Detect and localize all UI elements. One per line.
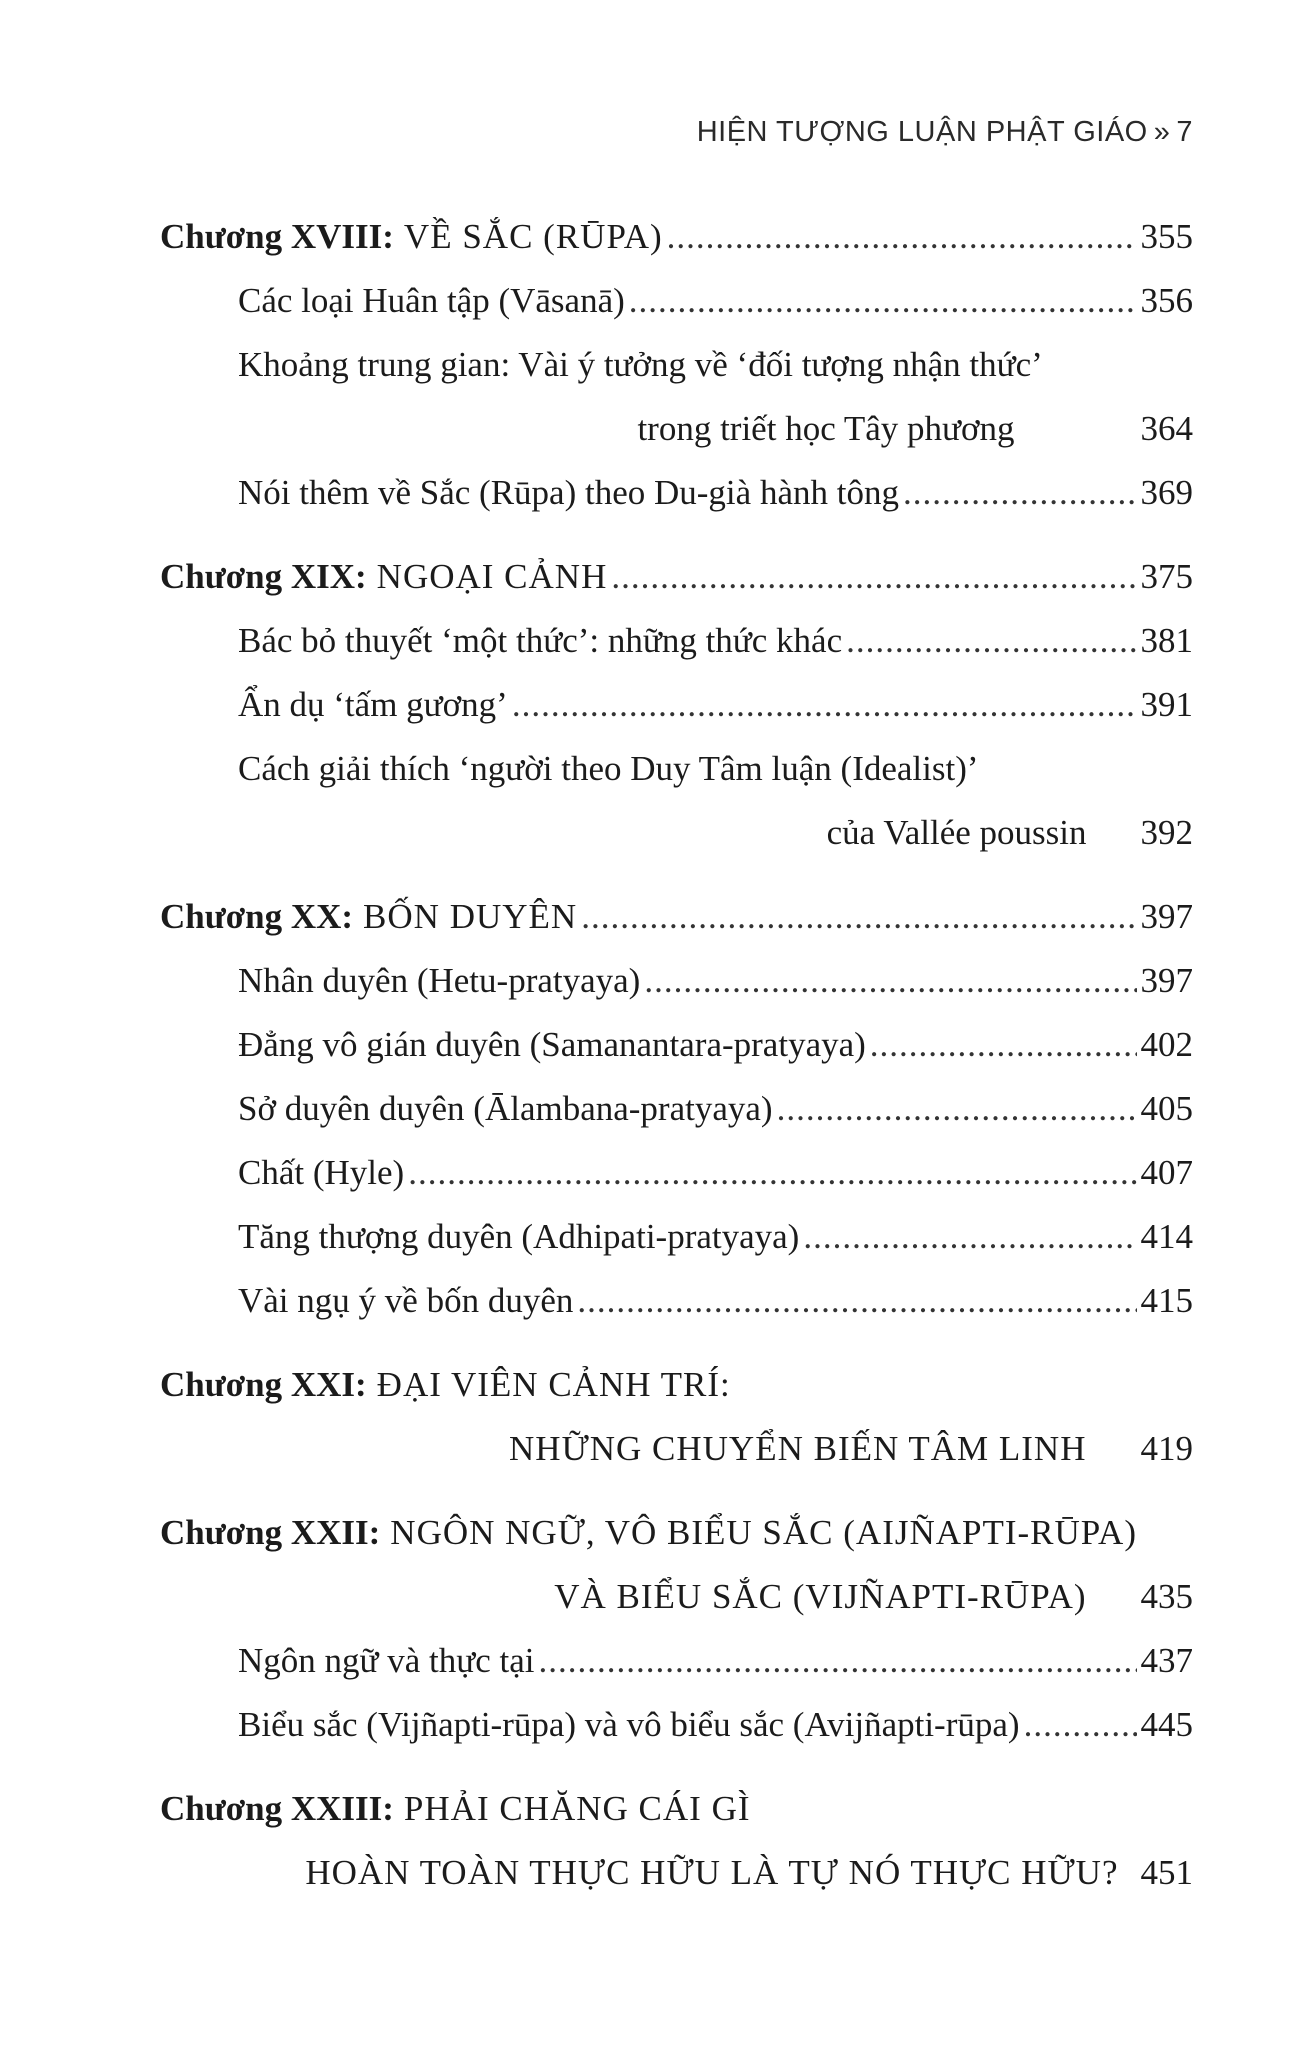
page-number: 407 bbox=[1140, 1153, 1193, 1192]
dot-leader bbox=[846, 609, 1136, 673]
chapter-title-continued: HOÀN TOÀN THỰC HỮU LÀ TỰ NÓ THỰC HỮU? bbox=[305, 1853, 1119, 1892]
header-separator: » bbox=[1153, 116, 1171, 148]
toc-section-entry[interactable] bbox=[160, 1269, 1193, 1333]
chapter-title: ĐẠI VIÊN CẢNH TRÍ: bbox=[376, 1365, 731, 1404]
page-number: 402 bbox=[1140, 1025, 1193, 1064]
dot-leader bbox=[1024, 1693, 1137, 1757]
toc-chapter-entry-line1[interactable] bbox=[160, 1501, 1193, 1565]
section-title-continued: trong triết học Tây phương bbox=[637, 409, 1015, 448]
page-number: 415 bbox=[1140, 1281, 1193, 1320]
dot-leader bbox=[512, 673, 1137, 737]
section-title: Biểu sắc (Vijñapti-rūpa) và vô biểu sắc (Avijñapti-rūpa) bbox=[238, 1705, 1020, 1744]
page-number: 364 bbox=[1140, 409, 1193, 448]
chapter-title: VỀ SẮC (RŪPA) bbox=[403, 217, 663, 256]
table-of-contents bbox=[160, 205, 1193, 1905]
section-title: Ẩn dụ ‘tấm gương’ bbox=[238, 685, 508, 724]
chapter-label: Chương XVIII: bbox=[160, 217, 394, 256]
toc-chapter-entry-line2[interactable] bbox=[160, 1841, 1193, 1905]
chapter-label: Chương XIX: bbox=[160, 557, 367, 596]
toc-chapter-entry[interactable] bbox=[160, 545, 1193, 609]
chapter-title: NGÔN NGỮ, VÔ BIỂU SẮC (AIJÑAPTI-RŪPA) bbox=[390, 1513, 1137, 1552]
header-page-number: 7 bbox=[1176, 116, 1193, 148]
toc-section-entry-line1[interactable] bbox=[160, 737, 1193, 801]
toc-chapter-entry-line1[interactable] bbox=[160, 1777, 1193, 1841]
toc-section-entry[interactable] bbox=[160, 1629, 1193, 1693]
page-number: 381 bbox=[1140, 621, 1193, 660]
dot-leader bbox=[408, 1141, 1136, 1205]
page-number: 369 bbox=[1140, 473, 1193, 512]
dot-leader bbox=[629, 269, 1137, 333]
page-number: 391 bbox=[1140, 685, 1193, 724]
running-title: HIỆN TƯỢNG LUẬN PHẬT GIÁO bbox=[696, 116, 1148, 148]
section-title: Đẳng vô gián duyên (Samanantara-pratyaya) bbox=[238, 1025, 866, 1064]
chapter-title: BỐN DUYÊN bbox=[363, 897, 578, 936]
running-header bbox=[697, 116, 1193, 149]
toc-section-entry[interactable] bbox=[160, 1205, 1193, 1269]
dot-leader bbox=[539, 1629, 1137, 1693]
dot-leader bbox=[577, 1269, 1136, 1333]
toc-section-entry-line1[interactable] bbox=[160, 333, 1193, 397]
section-title-continued: của Vallée poussin bbox=[826, 813, 1087, 852]
page-number: 435 bbox=[1140, 1577, 1193, 1616]
chapter-title: PHẢI CHĂNG CÁI GÌ bbox=[403, 1789, 751, 1828]
dot-leader bbox=[611, 545, 1136, 609]
page-number: 397 bbox=[1140, 961, 1193, 1000]
toc-section-entry[interactable] bbox=[160, 1013, 1193, 1077]
section-title: Nhân duyên (Hetu-pratyaya) bbox=[238, 961, 641, 1000]
section-title: Cách giải thích ‘người theo Duy Tâm luận (Idealist)’ bbox=[238, 749, 979, 788]
dot-leader bbox=[777, 1077, 1137, 1141]
chapter-title-continued: VÀ BIỂU SẮC (VIJÑAPTI-RŪPA) bbox=[554, 1577, 1087, 1616]
toc-chapter-20 bbox=[160, 885, 1193, 1333]
toc-chapter-entry-line2[interactable] bbox=[160, 1565, 1193, 1629]
section-title: Ngôn ngữ và thực tại bbox=[238, 1641, 535, 1680]
page-number: 355 bbox=[1140, 217, 1193, 256]
page-number: 397 bbox=[1140, 897, 1193, 936]
toc-chapter-22 bbox=[160, 1501, 1193, 1757]
toc-chapter-18 bbox=[160, 205, 1193, 525]
toc-section-entry[interactable] bbox=[160, 1693, 1193, 1757]
toc-section-entry[interactable] bbox=[160, 1141, 1193, 1205]
dot-leader bbox=[903, 461, 1137, 525]
toc-section-entry-line2[interactable] bbox=[160, 397, 1193, 461]
dot-leader bbox=[581, 885, 1136, 949]
chapter-label: Chương XX: bbox=[160, 897, 354, 936]
toc-chapter-21 bbox=[160, 1353, 1193, 1481]
section-title: Các loại Huân tập (Vāsanā) bbox=[238, 281, 625, 320]
toc-chapter-entry-line1[interactable] bbox=[160, 1353, 1193, 1417]
toc-chapter-entry-line2[interactable] bbox=[160, 1417, 1193, 1481]
page-number: 445 bbox=[1140, 1705, 1193, 1744]
section-title: Sở duyên duyên (Ālambana-pratyaya) bbox=[238, 1089, 773, 1128]
chapter-title-continued: NHỮNG CHUYỂN BIẾN TÂM LINH bbox=[509, 1429, 1087, 1468]
page-number: 437 bbox=[1140, 1641, 1193, 1680]
toc-section-entry[interactable] bbox=[160, 1077, 1193, 1141]
toc-section-entry[interactable] bbox=[160, 269, 1193, 333]
page-number: 405 bbox=[1140, 1089, 1193, 1128]
toc-chapter-entry[interactable] bbox=[160, 885, 1193, 949]
page-number: 356 bbox=[1140, 281, 1193, 320]
page-number: 419 bbox=[1140, 1429, 1193, 1468]
page-number: 392 bbox=[1140, 813, 1193, 852]
section-title: Bác bỏ thuyết ‘một thức’: những thức khác bbox=[238, 621, 843, 660]
chapter-label: Chương XXIII: bbox=[160, 1789, 394, 1828]
page-number: 414 bbox=[1140, 1217, 1193, 1256]
chapter-title: NGOẠI CẢNH bbox=[376, 557, 608, 596]
dot-leader bbox=[870, 1013, 1137, 1077]
section-title: Nói thêm về Sắc (Rūpa) theo Du-già hành tông bbox=[238, 473, 899, 512]
dot-leader bbox=[667, 205, 1137, 269]
toc-section-entry-line2[interactable] bbox=[160, 801, 1193, 865]
section-title: Vài ngụ ý về bốn duyên bbox=[238, 1281, 574, 1320]
toc-section-entry[interactable] bbox=[160, 949, 1193, 1013]
page-number: 451 bbox=[1140, 1853, 1193, 1892]
toc-chapter-19 bbox=[160, 545, 1193, 865]
section-title: Tăng thượng duyên (Adhipati-pratyaya) bbox=[238, 1217, 800, 1256]
toc-section-entry[interactable] bbox=[160, 609, 1193, 673]
section-title: Khoảng trung gian: Vài ý tưởng về ‘đối tượng nhận thức’ bbox=[238, 345, 1043, 384]
page-number: 375 bbox=[1140, 557, 1193, 596]
toc-chapter-entry[interactable] bbox=[160, 205, 1193, 269]
toc-section-entry[interactable] bbox=[160, 673, 1193, 737]
dot-leader bbox=[644, 949, 1136, 1013]
chapter-label: Chương XXI: bbox=[160, 1365, 367, 1404]
toc-section-entry[interactable] bbox=[160, 461, 1193, 525]
toc-chapter-23 bbox=[160, 1777, 1193, 1905]
section-title: Chất (Hyle) bbox=[238, 1153, 405, 1192]
dot-leader bbox=[803, 1205, 1136, 1269]
chapter-label: Chương XXII: bbox=[160, 1513, 381, 1552]
